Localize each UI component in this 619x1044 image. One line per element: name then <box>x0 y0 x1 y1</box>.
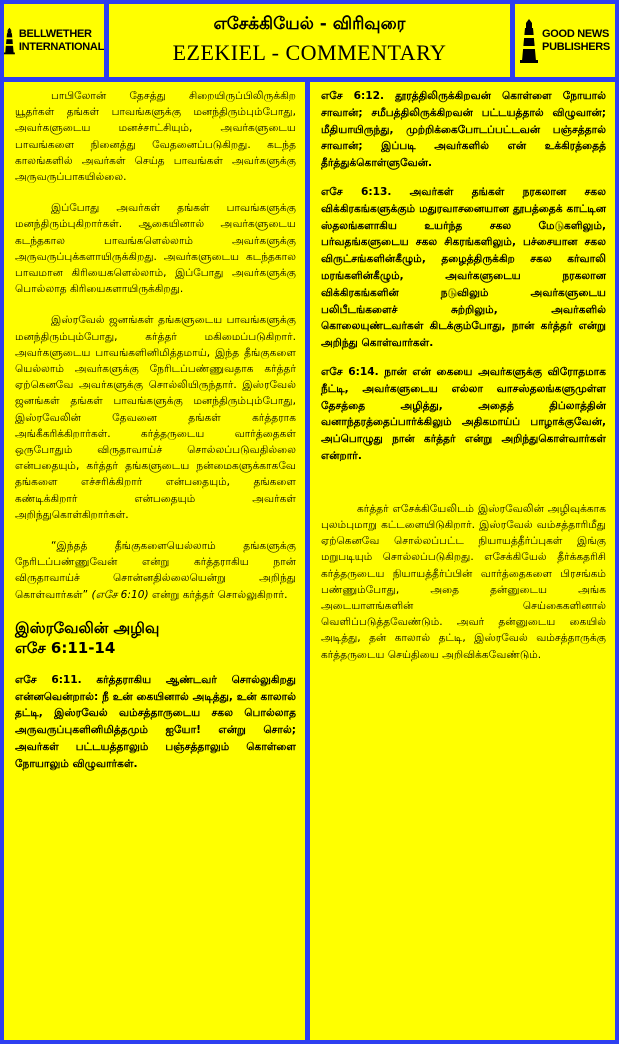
bellwether-logo[interactable] <box>4 4 104 77</box>
left-column <box>4 82 305 1040</box>
quote-text: “இந்தத் தீங்குகளையெல்லாம் தங்களுக்கு நேரிடப்பண்ணுவேன் என்று கர்த்தராகிய நான் விருதாவாய்ச் சொன்னதில்லையென்று அறிந்து கொள்வார்கள்” <box>15 540 296 601</box>
logo-line: GOOD NEWS <box>542 27 610 40</box>
bellwether-logo-text <box>19 28 104 54</box>
commentary-paragraph: பாபிலோன் தேசத்து சிறையிருப்பிலிருக்கிற யூதர்கள் தங்கள் பாவங்களுக்கு மனந்திரும்பும்போது, அவர்களுடைய மனச்சாட்சியும், அவர்களுடைய பாவங்களை நினைத்து வேதனைப்படுகிறது. கடந்த காலங்களில் அவர்கள் செய்த பாவங்கள் அவர்களுக்கு அருவருப்பாகயில்லை. <box>15 90 296 184</box>
verse-text: எசே 6:14. நான் என் கையை அவர்களுக்கு விரோதமாக நீட்டி, அவர்களுடைய எல்லா வாசஸ்தலங்களுமுள்ள தேசத்தை அழித்து, அதைத் திப்லாத்தின் வனாந்தரத்தைப்பார்க்கிலும் அதிகமாய்ப் பாழாக்குவேன், அப்பொழுது நான் கர்த்தர் என்று அறிந்துகொள்வார்கள் என்றார். <box>321 365 606 462</box>
lighthouse-icon <box>520 19 538 63</box>
title-tamil: எசேக்கியேல் - விரிவுரை <box>213 14 406 34</box>
section-title-main: இஸ்ரவேலின் அழிவு <box>15 618 160 637</box>
commentary-quote <box>15 538 296 603</box>
logo-line: INTERNATIONAL <box>18 40 104 53</box>
verse-text: எசே 6:12. தூரத்திலிருக்கிறவன் கொள்ளை நோயால் சாவான்; சமீபத்திலிருக்கிறவன் பட்டயத்தால் விழுவான்; மீதியாயிருந்து, முற்றிக்கைபோடப்பட்டவன் பஞ்சத்தால் சாவான்; இப்படி அவர்களில் என் உக்கிரத்தைத் தீர்த்துக்கொள்ளுவேன். <box>321 90 606 170</box>
logo-line: PUBLISHERS <box>542 40 610 53</box>
commentary-paragraph: கர்த்தர் எசேக்கியேலிடம் இஸ்ரவேலின் அழிவுக்காக புலம்புமாறு கட்டளையிடுகிறார். இஸ்ரவேல் வம்சத்தாரிமீது ஏற்கெனவே சொல்லப்பட்ட நியாயத்தீர்ப்புகள் இங்கு மறுபடியும் சொல்லப்படுகிறது. எசேக்கியேல் தீர்க்கதரிசி கர்த்தருடைய நியாயத்தீர்ப்பின் வார்த்தைகளை பிரசங்கம் பண்ணும்போது, அதை தன்னுடைய அங்க அடையாளங்களின் செய்கைகளினால் வெளிப்படுத்தவேண்டும். அவர் தன்னுடைய கையில் அடித்து, தன் காலால் தட்டி, இஸ்ரவேல் வம்சத்தாருக்கு கர்த்தருடைய செய்தியை அறிவிக்கவேண்டும். <box>321 502 606 661</box>
commentary-paragraph: இஸ்ரவேல் ஜனங்கள் தங்களுடைய பாவங்களுக்கு மனந்திரும்பும்போது, கர்த்தர் மகிமைப்படுகிறார். அவர்களுடைய பாவங்களினிமித்தமாய், இந்த தீங்குகளை யெல்லாம் அவர்களுக்கு நேரிடப்பண்ணுவதாக கர்த்தர் ஏற்கெனவே அவர்களுக்கு சொல்லியிருந்தார். இஸ்ரவேல் ஜனங்கள் தங்கள் பாவங்களுக்கு மனந்திரும்பும்போது, இஸ்ரவேலின் தேவனை தங்கள் கர்த்தராக அங்கீகரிக்கிறார்கள். கர்த்தருடைய வார்த்தைகள் ஒருபோதும் விருதாவாய்ச் சொல்லப்படுவதில்லை என்பதையும், கர்த்தர் தங்களுடைய நன்மைகளுக்காகவே தங்களை எச்சரிக்கிறார் என்பதையும், தங்களை கண்டிக்கிறார் என்பதையும் அவர்கள் அறிந்துகொள்கிறார்கள். <box>15 314 296 521</box>
section-title-ref: எசே 6:11-14 <box>15 638 116 657</box>
verse-text: எசே 6:13. அவர்கள் தங்கள் நரகலான சகல விக்கிரகங்களுக்கும் மதுரவாசனையான தூபத்தைக் காட்டின ஸ்தலங்களாகிய உயர்ந்த சகல மேடுகளிலும், பர்வதங்களுடைய சகல சிகரங்களிலும், பச்சையான சகல விருட்சங்களின்கீழும், தழைத்திருக்கிற சகல கர்வாலி மரங்களின்கீழும், அவர்களுடைய நரகலான விக்கிரகங்களின் நடுவிலும் அவர்களுடைய பலிபீடங்களைச் சுற்றிலும், அவர்களில் கொலையுண்டவர்கள் கிடக்கும்போது, நான் கர்த்தர் என்று அறிந்து கொள்வார்கள். <box>321 185 606 350</box>
section-title <box>15 618 296 658</box>
quote-ending: என்று கர்த்தர் சொல்லுகிறார். <box>151 588 288 601</box>
right-column <box>310 82 615 1040</box>
lighthouse-icon <box>4 19 15 63</box>
logo-line: BELLWETHER <box>18 27 92 40</box>
header-title <box>109 4 510 77</box>
good-news-logo-text <box>542 28 610 54</box>
good-news-logo[interactable] <box>515 4 615 77</box>
quote-citation: (எசே 6:10) <box>91 588 149 601</box>
verse-text: எசே 6:11. கர்த்தராகிய ஆண்டவர் சொல்லுகிறது என்னவென்றால்: நீ உன் கையினால் அடித்து, உன் காலால் தட்டி, இஸ்ரவேல் வம்சத்தாருடைய சகல பொல்லாத அருவருப்புகளினிமித்தமும் ஐயோ! என்று சொல்; அவர்கள் பட்டயத்தாலும் பஞ்சத்தாலும் கொள்ளை நோயாலும் விழுவார்கள். <box>15 673 296 770</box>
commentary-paragraph: இப்போது அவர்கள் தங்கள் பாவங்களுக்கு மனந்திரும்புகிறார்கள். ஆகையினால் அவர்களுடைய கடந்தகால பாவங்களெல்லாம் அவர்களுக்கு அருவருப்புக்களாயிருக்கிறது. அவர்களுடைய கடந்தகால பாவமான கிரியைகளெல்லாம், இப்போது அவர்களுக்கு பொல்லாத கிரியைகளாயிருக்கிறது. <box>15 202 296 296</box>
title-english: EZEKIEL - COMMENTARY <box>172 40 447 65</box>
